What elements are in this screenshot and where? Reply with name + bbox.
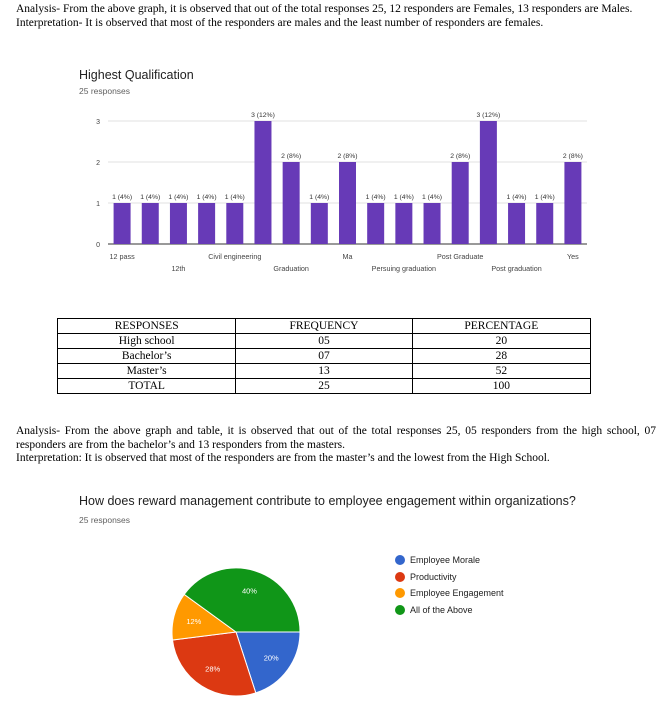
bar-data-label: 3 (12%): [476, 112, 501, 119]
bar-data-label: 2 (8%): [337, 153, 358, 160]
legend-item: [395, 569, 504, 586]
interpretation-text: Interpretation- It is observed that most of the responders are males and the least number of responders are females.: [16, 16, 544, 29]
bar: [564, 162, 581, 244]
analysis-text: Analysis- From the above graph and table, it is observed that out of the total responses 25, 05 responders from the high school, 07 responders are from the bachelor’s and 13 responders from the masters.: [16, 425, 656, 451]
bar-data-label: 1 (4%): [196, 194, 217, 201]
bar: [311, 203, 328, 244]
x-tick-label: Ma: [342, 252, 353, 261]
table-cell: 100: [412, 379, 590, 394]
bar-data-label: 3 (12%): [251, 112, 275, 119]
legend-item: [395, 585, 504, 602]
y-tick-label: 3: [96, 119, 100, 126]
bar: [452, 162, 469, 244]
table-cell: 25: [236, 379, 412, 394]
bar-data-label: 2 (8%): [450, 153, 471, 160]
bar: [254, 121, 271, 244]
bar: [114, 203, 131, 244]
table-cell: 28: [412, 349, 590, 364]
bar-data-label: 1 (4%): [140, 194, 161, 201]
bar: [142, 203, 159, 244]
legend-item: [395, 552, 504, 569]
pie-slice-label: 20%: [263, 653, 279, 663]
legend-dot-icon: [395, 605, 405, 615]
bar-chart-subtitle: 25 responses: [79, 86, 131, 96]
pie-chart-title: How does reward management contribute to employee engagement within organizations?: [79, 494, 576, 508]
table-cell: 07: [236, 349, 412, 364]
paragraph-gender-analysis: [16, 3, 656, 30]
bar: [480, 121, 497, 244]
legend-label: All of the Above: [410, 604, 473, 615]
x-tick-label: 12 pass: [109, 252, 135, 261]
bar: [424, 203, 441, 244]
bar-data-label: 1 (4%): [422, 194, 443, 201]
legend-dot-icon: [395, 555, 405, 565]
table-cell: 13: [236, 364, 412, 379]
table-cell: Bachelor’s: [58, 349, 236, 364]
table-cell: 20: [412, 334, 590, 349]
header-percentage: PERCENTAGE: [412, 319, 590, 334]
bar-data-label: 1 (4%): [393, 194, 414, 201]
pie-chart: [140, 548, 340, 718]
table-cell: TOTAL: [58, 379, 236, 394]
table-cell: High school: [58, 334, 236, 349]
legend-label: Productivity: [410, 571, 457, 582]
y-tick-label: 1: [96, 201, 100, 208]
bar: [508, 203, 525, 244]
bar: [283, 162, 300, 244]
legend-dot-icon: [395, 588, 405, 598]
table-row: [58, 349, 591, 364]
bar-data-label: 1 (4%): [112, 194, 133, 201]
table-row: [58, 334, 591, 349]
y-tick-label: 0: [96, 242, 100, 249]
bar-data-label: 2 (8%): [562, 153, 583, 160]
pie-slice-label: 40%: [241, 586, 257, 596]
pie-legend: [395, 552, 504, 618]
pie-slice-label: 12%: [186, 617, 202, 627]
paragraph-qualification-analysis: [16, 425, 656, 466]
pie-chart-subtitle: 25 responses: [79, 515, 131, 525]
legend-item: [395, 602, 504, 619]
bar: [536, 203, 553, 244]
bar: [170, 203, 187, 244]
table-header-row: [58, 319, 591, 334]
table-cell: Master’s: [58, 364, 236, 379]
legend-label: Employee Morale: [410, 555, 481, 566]
x-tick-label: Post Graduate: [437, 252, 484, 261]
legend-dot-icon: [395, 572, 405, 582]
header-responses: RESPONSES: [58, 319, 236, 334]
bar-data-label: 1 (4%): [309, 194, 330, 201]
bar: [198, 203, 215, 244]
bar-chart-title: Highest Qualification: [79, 68, 194, 82]
table-row-total: [58, 379, 591, 394]
pie-slice-label: 28%: [205, 664, 221, 674]
bar-chart: [0, 105, 672, 315]
bar-data-label: 2 (8%): [281, 153, 302, 160]
bar: [339, 162, 356, 244]
legend-label: Employee Engagement: [410, 588, 504, 599]
x-tick-label: Civil engineering: [208, 252, 262, 261]
interpretation-text: Interpretation: It is observed that most of the responders are from the master’s and the lowest from the High School.: [16, 452, 550, 464]
bar: [367, 203, 384, 244]
analysis-text: Analysis- From the above graph, it is observed that out of the total responses 25, 12 responders are Females, 13 responders are Males.: [16, 3, 633, 15]
qualification-table: [57, 318, 591, 394]
table-row: [58, 364, 591, 379]
header-frequency: FREQUENCY: [236, 319, 412, 334]
table-cell: 52: [412, 364, 590, 379]
y-tick-label: 2: [96, 160, 100, 167]
x-tick-label: 12th: [171, 264, 186, 273]
bar: [395, 203, 412, 244]
bar-data-label: 1 (4%): [506, 194, 527, 201]
x-tick-label: Graduation: [273, 264, 309, 273]
x-tick-label: Yes: [567, 252, 579, 261]
x-tick-label: Persuing graduation: [371, 264, 437, 273]
bar-data-label: 1 (4%): [168, 194, 189, 201]
x-tick-label: Post graduation: [491, 264, 542, 273]
table-cell: 05: [236, 334, 412, 349]
bar-data-label: 1 (4%): [365, 194, 386, 201]
bar: [226, 203, 243, 244]
bar-data-label: 1 (4%): [224, 194, 245, 201]
bar-data-label: 1 (4%): [534, 194, 555, 201]
